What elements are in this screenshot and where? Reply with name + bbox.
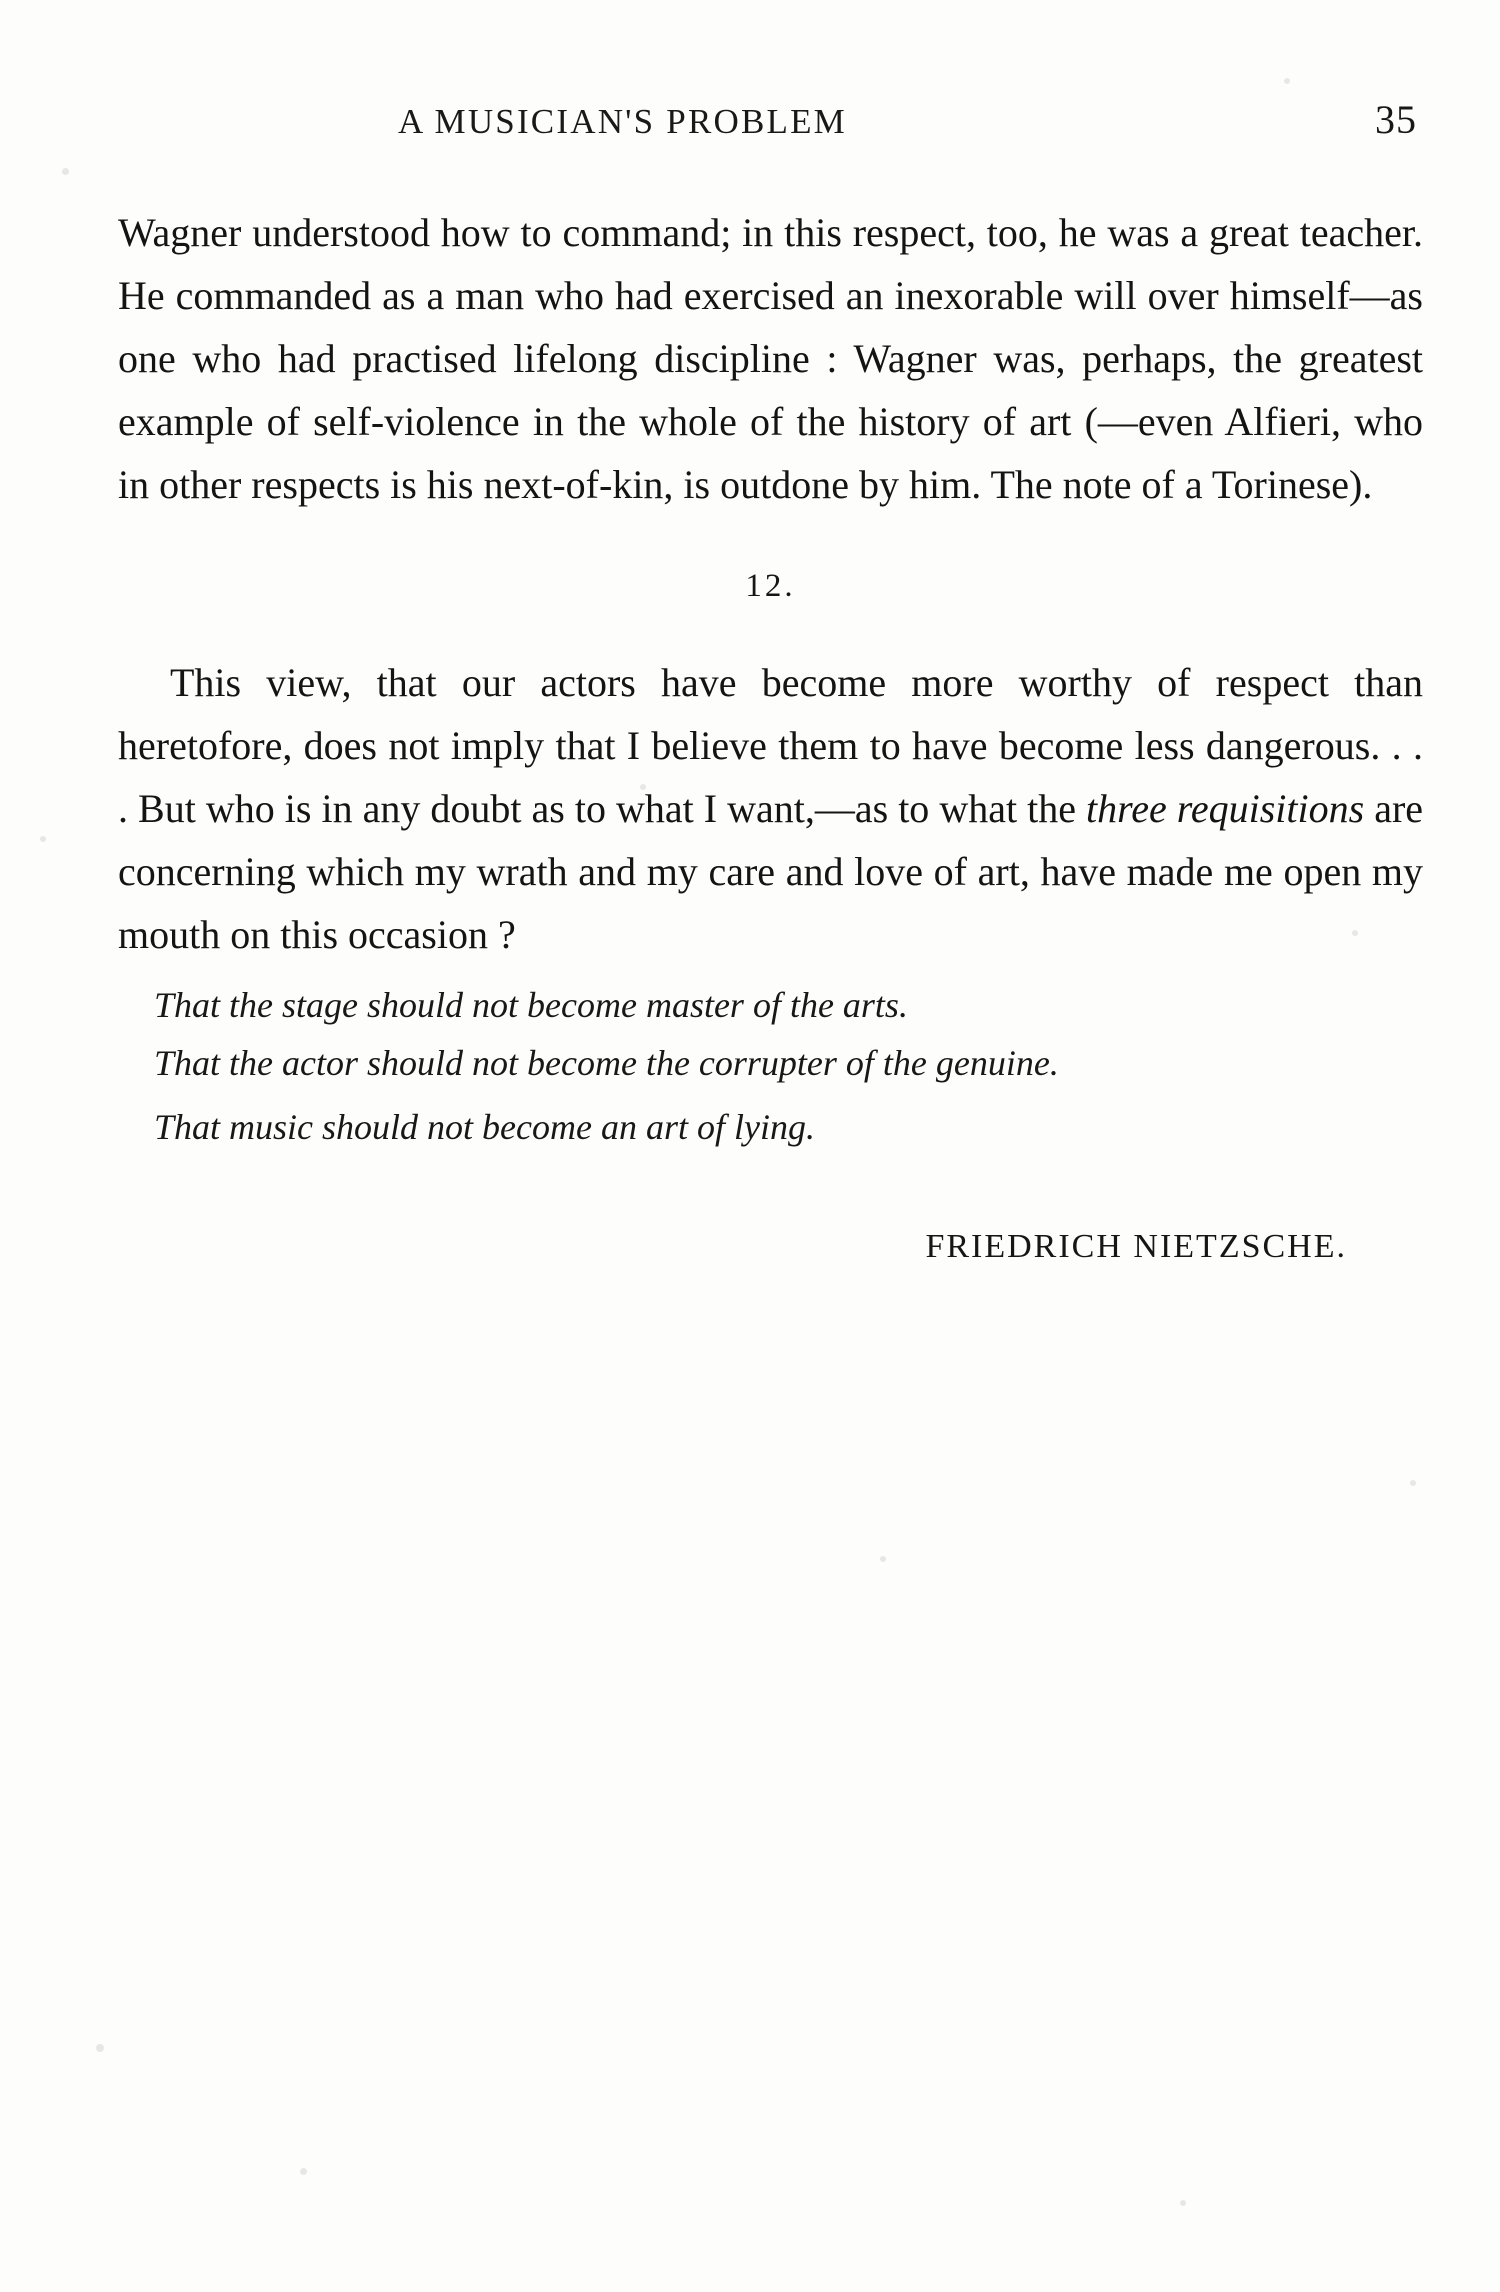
paper-speck [62, 168, 69, 175]
author-signature: FRIEDRICH NIETZSCHE. [925, 1228, 1347, 1265]
paragraph-two [118, 651, 1423, 966]
running-head-title: A MUSICIAN'S PROBLEM [398, 102, 847, 141]
paper-speck [96, 2044, 104, 2052]
paper-speck [880, 1556, 886, 1562]
paper-speck [1284, 78, 1290, 84]
paper-speck [1410, 1480, 1416, 1486]
page-content [118, 96, 1423, 1266]
paper-speck [300, 2168, 307, 2175]
page-number: 35 [1375, 97, 1417, 142]
section-number: 12. [745, 568, 796, 604]
paper-speck [40, 836, 46, 842]
paragraph-one: Wagner understood how to command; in this respect, too, he was a great teacher. He commanded as a man who had exercised an inexorable will over himself—as one who had practised lifelong discipline : Wagner was, perhaps, the greatest example of self-violence in the whole of the history of art (—even Alfieri, who in other respects is his next-of-kin, is outdone by him. The note of a Torinese). [118, 210, 1423, 507]
paper-speck [1180, 2200, 1186, 2206]
requisition-line-three: That music should not become an art of lying. [154, 1107, 815, 1147]
requisition-line-two: That the actor should not become the corrupter of the genuine. [154, 1043, 1059, 1083]
paragraph-two-part-two: are concerning which my wrath and my care and love of art, have made me open my mouth on this occasion ? [118, 786, 1424, 957]
running-header [118, 96, 1423, 143]
paragraph-two-part-one: This view, that our actors have become more worthy of respect than heretofore, does not imply that I believe them to have become less dangerous. . . . But who is in any doubt as to what I want,—as to what the [118, 660, 1423, 831]
requisition-line-one: That the stage should not become master of the arts. [154, 985, 908, 1025]
paragraph-two-emphasis: three requisitions [1086, 786, 1365, 831]
